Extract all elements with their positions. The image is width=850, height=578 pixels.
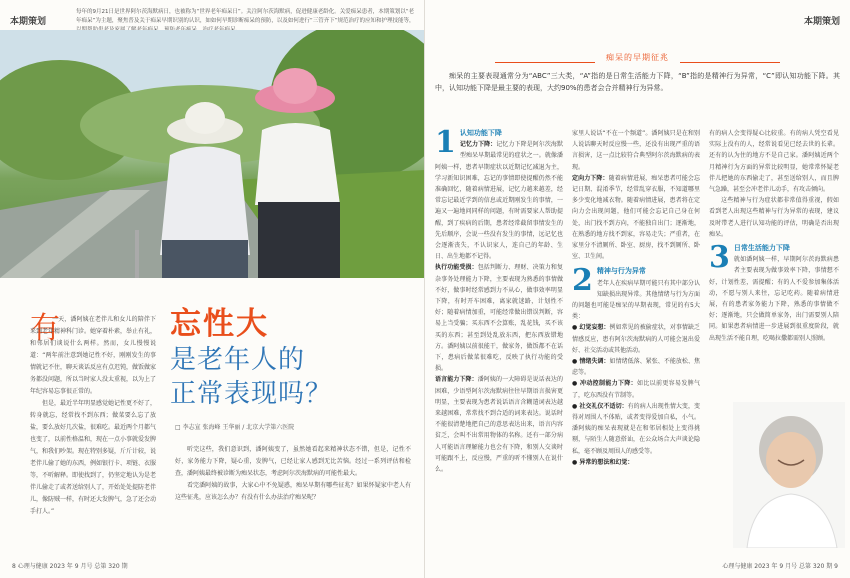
- item-label: ● 冲动控制能力下降：: [572, 380, 637, 388]
- item-label: 定向力下降：: [572, 174, 609, 182]
- elderly-woman-portrait: [733, 402, 845, 548]
- subtitle: 痴呆的早期征兆: [606, 53, 669, 62]
- headline-line3: 正常表现吗？: [170, 379, 333, 409]
- item-text: 例如常见的被偷症状，对事情缺乏情感反应，患有阿尔茨海默病的人可能会退出爱好、社交活动或其他活动。: [572, 324, 700, 354]
- right-page: [425, 0, 850, 578]
- item-text: 记忆力下降是阿尔茨海默型痴呆早期最常见的症状之一。就像潘阿姨一样，患者早期症状以近期记忆减退为主，学习新知识困难，忘记的事情即使提醒仍然不能准确回忆，随着病情进展，记忆力越来越差，经常忘记最近学到的信息或近期刚发生的事情，一遍又一遍地问同样的问题，有时需要家人帮助提醒，到了疾病的后期，患者经常截留事情发生的先后顺序，会说一些没有发生的事情，远记忆也会逐渐丧失，不认识家人，连自己的年龄、生日、出生地都不记得。: [435, 141, 563, 261]
- item-label: 记忆力下降：: [459, 141, 497, 149]
- story-column: [30, 311, 157, 518]
- headline-line2: 是老年人的: [170, 345, 306, 375]
- section-title: 日常生活能力下降: [733, 244, 790, 253]
- item-text: 就如潘阿姨一样，早期阿尔茨海默病患者主要表现为做事效率下降，事情想不好，计划性差，需提醒；有的人不爱参加集体活动，不愿与别人来往，忘记吃药。随着病情进展，有的患者家务能力下降，熟悉的事情做不好；逐渐地，只会做简单家务，出门需要别人陪同。如果患者病情进一步进展到很重度阶段，就出现生活不能自理，吃喝拉撒都需别人照顾。: [709, 256, 839, 342]
- item-label: 执行功能受损：: [435, 264, 478, 272]
- headline: [170, 305, 410, 411]
- item-text: 随着病情进展，痴呆患者可能会忘记日期、混淆季节，经常乱穿衣服，不知道哪里多少变化地减衣物。随着病情进展，患者将在定向力会出现问题，他们可能会忘记自己身在何处，出门找不到方向，不能独自出门；逐渐地，在熟悉的地方找不到家，容易走失；严重者，在家里分不清厕所、卧室、厨房，找不到厕所、卧室、卫生间。: [572, 174, 700, 261]
- item-text: 如情绪低落、紧张、不能放松、焦虑等。: [572, 358, 700, 377]
- story-paragraph: 一天，潘阿姨在老伴儿和女儿的陪伴下来到老年精神科门诊。她穿着朴素，举止有礼，和邻居们谈说什么两样。然而，女儿慢慢说道：“两年前注意到她记性不好，刚刚发生的事情就记不住，聊天谈话反应有点迟钝，做饭做家务都没问题，所以当时家人没太重视，以为上了年纪容易忘事很正常的。: [30, 316, 157, 395]
- item-text: 有的病人出现性情大变，变得对周围人不体贴，或者变得爱加自私，小气。潘阿姨的痴呆表现就是在和邻居相处上变得挑剔，与陌生人随意搭讪，在公众场合大声谈论隐私，毫不顾及周围人的感受等。: [572, 402, 700, 455]
- header-note: 每年的9月21日是世界阿尔茨海默病日，也被称为“世界老年痴呆日”。关注阿尔茨海默病，促进健康老龄化。关爱痴呆患者，本期策划以“老年痴呆”为主题，聚焦普及关于痴呆早期识别的认识，如如何早期诊断痴呆的预防，以及如何进行“三管齐下”规范治疗的应知和护理技能等，: [76, 9, 415, 24]
- item-text: 包括判断力、理财、决策力和复杂事务处理能力下降，主要表现为熟悉的事情做不好，做事时经常感到力不从心，做事效率明显下降，有时开车困难，离家就迷路，计划性不好；随着病情加重，可能经常做出错误判断，容易上当受骗；买东西不会算账，乱花钱，买不该买的东西；甚至到处乱放东西，把东西放错地方。潘阿姨以前很能干，做家务，做饭都不在话下，患病后做菜很难吃，反映了执行功能的受损。: [435, 264, 563, 373]
- section-tag: 本期策划: [10, 17, 47, 27]
- item-text: 这些精神与行为症状都非常值得重视，假如看到老人出现这些精神与行为异常的表现，建议及时带老人进行认知功能的评估，明确是否出现痴呆。: [709, 197, 839, 238]
- item-text: 有的病人会变得疑心比较重。有的病人凭空看见实际上没有的人，经常说看见已经去世的长辈。还有的认为住的地方不是自己家。潘阿姨近两个月精神行为方面的异常比较明显，她常常怀疑老伴儿把她的东西偷走了，甚至送给别人，而且脾气急躁，甚至会冲老伴儿动手，有攻击倾向。: [709, 130, 839, 194]
- item-text: 潘阿姨的一大障碍是说话表达的困难，少语型阿尔茨海默病往往早期语言损害更明显，主要表现为患者说话语言含糊遣词表达越来越困难，常常找不到合适的词来表达。说话时不能很清楚地把自己的意思表达出来，语言内容贫乏，会叫不出常用物体的名称。还有一部分病人可能语言理解能力也会有下降，和别人交谈时可能跟不上，反应慢，严重的听不懂别人在说什么。: [435, 376, 563, 474]
- item-text: 如比以前更容易发脾气了，吃东西没有节制等。: [572, 380, 700, 399]
- text-column-2: [572, 128, 700, 468]
- item-label: ● 异常的想法和幻觉：: [572, 458, 634, 466]
- text-column-3: [709, 128, 839, 344]
- subtitle-rule-left: [495, 62, 595, 63]
- dropcap: 有: [30, 311, 60, 346]
- story-paragraph: 但是，最近半年明显感觉她记性更不好了，转身就忘，经常找不到东西；做菜要么忘了放盐，要么放好几次盐，很难吃。最近两个月都气也变了，以前性格温和，现在一点小事就爱发脾气，和我们吵架。现在特别多疑，斤斤计较，说老伴儿偷了她的东西，例如银行卡、项链、衣服等，不听解释。即使找到了，仍坚定地认为是老伴儿偷走了或者送给别人了，开始处处提防老伴儿，像防贼一样，有时还大发脾气，急了还会动手打人。”: [30, 400, 157, 515]
- body-paragraph: 看完潘阿姨的故事，大家心中不免疑惑，痴呆早期有哪些征兆？如果怀疑家中老人有这些征兆，应该怎么办？有没有什么办法治疗痴呆呢？: [175, 482, 411, 501]
- section-title: 认知功能下降: [459, 129, 502, 137]
- intro-paragraph: 痴呆的主要表现通常分为“ABC”三大类，“A”指的是日常生活能力下降，“B”指的是精神行为异常，“C”即认知功能下降。其中，认知功能下降是最主要的表现，大约90%的患者会合并精神行为异常。: [435, 72, 840, 92]
- body-bottom: [175, 444, 411, 504]
- page-footer: 心理与健康 2023 年 9 月号 总第 320 期 9: [722, 563, 838, 570]
- elderly-couple-photo: [0, 30, 425, 278]
- headline-line1: 忘性大: [170, 306, 269, 342]
- section-title: 精神与行为异常: [596, 267, 646, 276]
- item-text: 老年人在疾病早期可能只有其中部分认知缺损出现异常。其他情绪与行为方面的问题也可能是痴呆的早期表现，常见的有5大类：: [572, 279, 700, 321]
- page-footer: 8 心理与健康 2023 年 9 月号 总第 320 期: [12, 563, 128, 570]
- body-paragraph: 听完这些，我们意识到，潘阿姨变了，虽然她看起来精神状态不错，但是，记性不好，家务能力下降，疑心重，发脾气，已经让家人感到无比苦恼。经过一系列评估和检查，潘阿姨最终被诊断为痴呆状态，考虑阿尔茨海默病的可能性最大。: [175, 446, 411, 477]
- section-number: 1: [435, 125, 456, 160]
- item-label: ● 幻觉妄想：: [572, 324, 610, 332]
- section-tag: 本期策划: [803, 17, 840, 27]
- item-text: 家里人说话“不在一个频道”。潘阿姨只是在和别人说话聊天时反应慢一些，还没有出现严重的语言损害，这一点比较符合典型阿尔茨海默病的表现。: [572, 130, 700, 171]
- subtitle-rule-right: [680, 62, 780, 63]
- section-number: 2: [572, 263, 593, 299]
- item-label: ● 社交礼仪不适切：: [572, 402, 628, 410]
- text-column-1: [435, 125, 563, 475]
- item-label: 语言能力下降：: [435, 376, 478, 384]
- section-number: 3: [709, 240, 730, 276]
- item-label: ● 情绪失调：: [572, 358, 610, 366]
- byline: □ 李志宣 张海峰 王华丽 / 北京大学第六医院: [175, 424, 295, 431]
